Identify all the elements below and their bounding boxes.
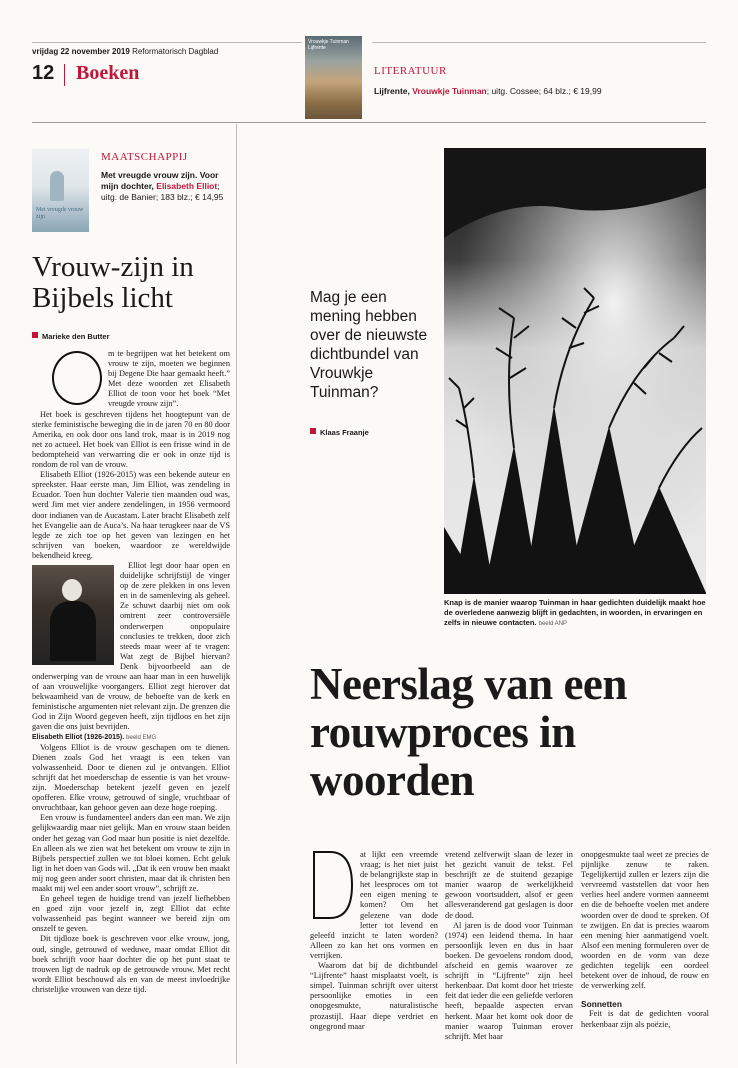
book-cover-met-vreugde: Met vreugde vrouw zijn: [32, 149, 89, 232]
conifer-silhouette-photo: [444, 148, 706, 594]
paragraph: Dit tijdloze boek is geschreven voor elke vrouw, jong, oud, single, getrouwd of weduwe, maar omdat Elliot dit boek schrijft voor haar dochter die op het punt staat te trouwen ligt de nadruk op de getrouwde vrouw. Met recht wordt Elliot beschouwd als en van de meest invloedrijke christelijke vrouwen van deze tijd.: [32, 934, 230, 994]
book-details-left: Met vreugde vrouw zijn. Voor mijn dochter, Elisabeth Elliot; uitg. de Banier; 183 blz.; € 14,95: [101, 170, 224, 202]
header-rule: [32, 122, 706, 123]
book-category-left: MAATSCHAPPIJ: [101, 151, 188, 163]
plant-silhouette: [444, 148, 706, 594]
page-number: 12: [32, 62, 55, 84]
paragraph: at lijkt een vreemde vraag; is het niet juist de belangrijkste stap in het leesproces om tot een eigen mening te komen? Om het gelezene van dode letter tot levend en geleefd inzicht te laten worden? Alleen zo kan het ons vormen en verrijken.: [310, 850, 438, 960]
issue-date: vrijdag 22 november 2019 Reformatorisch Dagblad: [32, 47, 219, 56]
left-article-headline: Vrouw-zijn in Bijbels licht: [32, 251, 194, 314]
main-article-byline: Klaas Fraanje: [310, 428, 369, 437]
dropcap-o: [52, 351, 102, 405]
section-title: Boeken: [76, 62, 140, 84]
paragraph: Feit is dat de gedichten vooral herkenbaar zijn als poëzie,: [581, 1009, 709, 1029]
book-details: Lijfrente, Vrouwkje Tuinman; uitg. Cossee; 64 blz.; € 19,99: [374, 86, 602, 96]
paragraph: Elisabeth Elliot (1926-2015) was een bekende auteur en spreekster. Haar eerste man, Jim Elliot, was zendeling in Ecuador. Toen hun dochter Valerie tien maanden oud was, werd Jim met vier andere zendelingen, in 1956 vermoord door indianen van de Aucastam. Later bracht Elisabeth zelf het Evangelie aan de Auca’s. Na haar terugkeer naar de VS legde ze zich toe op het geven van lezingen en het schrijven van boeken, waardoor ze wereldwijde bekendheid kreeg.: [32, 470, 230, 560]
paragraph: En geheel tegen de huidige trend van jezelf liefhebben en goed zijn voor jezelf in, zegt Elliot dat echte volwassenheid pas begint wanneer we bereid zijn om onszelf te geven.: [32, 894, 230, 934]
main-article-column-1: [310, 850, 438, 1065]
book-cover-lijfrente: Vrouwkje Tuinman Lijfrente: [305, 36, 362, 119]
main-article-headline: Neerslag van een rouwproces in woorden: [310, 659, 627, 805]
main-article-lead: Mag je een mening hebben over de nieuwste dichtbundel van Vrouwkje Tuinman?: [310, 289, 428, 401]
elisabeth-elliot-photo: [32, 565, 114, 665]
header-divider: [64, 64, 65, 86]
paragraph: Elliot legt door haar open en duidelijke schrijfstijl de vinger op de zere plekken in ons leven en in de samenleving als geheel. Ze schuwt daarbij niet om ook omtrent zeer controversiële onderwerpen onpopulaire conclusies te trekken, door zich steeds maar weer af te vragen: Wat zegt de Bijbel hiervan? Denk bijvoorbeeld aan de onderwerping van de vrouw aan haar man in een huwelijk of aan vrouwelijke voorgangers. Elliot zegt hierover dat bekwaamheid van de vrouw, de behoefte van de kerk en feministische argumenten niet relevant zijn. De grenzen die God in Zijn Woord gegeven heeft, zijn tijdloos en het zijn gaven die ons juist bevrijden.: [32, 560, 230, 732]
paragraph: onopgesmukte taal weet ze precies de pijnlijke zenuw te raken. Tegelijkertijd zullen er lezers zijn die vervreemd vaststellen dat voor hen verlies heel andere vormen aanneemt en die de behoefte voelen met andere woorden over de dood te spreken. Of te zwijgen. En dat is precies waarom een mening hier aanmatigend voelt. Alsof een mening formuleren over de woorden en de vorm van deze gedichten tegelijk een oordeel betekent over de inhoud, de rouw en de verwerking zelf.: [581, 850, 709, 991]
paragraph: Volgens Elliot is de vrouw geschapen om te dienen. Dienen zoals God het vraagt is een teken van volwassenheid. Door te dienen zul je ontvangen. Elliot schrijft dat het moederschap de essentie is van het vrouw-zijn. Moederschap betekent jezelf geven en jezelf opofferen. Elke vrouw, getrouwd of single, vruchtbaar of onvruchtbaar, kan gehoor geven aan deze hoge roeping.: [32, 742, 230, 813]
main-article-column-3: [581, 850, 709, 1065]
top-rule: [32, 42, 302, 43]
main-article-column-2: [445, 850, 573, 1065]
paragraph: Waarom dat bij de dichtbundel “Lijfrente” haast misplaatst voelt, is simpel. Tuinman schrijft over uiterst persoonlijke emoties in een onopgesmukte, naturalistische prozastijl. Haar diepe verdriet en ongegrond maar: [310, 961, 438, 1031]
left-article-body: [32, 349, 230, 1064]
main-photo-caption: Knap is de manier waarop Tuinman in haar gedichten duidelijk maakt hoe de overledene aanwezig blijft in gedachten, in woorden, in ervaringen en zelfs in nieuwe contacten. beeld ANP: [444, 598, 706, 627]
paragraph: Al jaren is de dood voor Tuinman (1974) een leidend thema. In haar persoonlijk leven en dus in haar boeken. De gevoelens rondom dood, afscheid en gemis waarover ze schrijft in “Lijfrente” zijn heel herkenbaar. Dat komt door het trieste feit dat ieder die een geliefde verloren heeft, bepaalde aspecten ervan herkent. Maar het komt ook door de manier waarop Tuinman erover schrijft. Met haar: [445, 920, 573, 1041]
photo-caption-left: Elisabeth Elliot (1926-2015). beeld EMG: [32, 733, 157, 741]
paragraph: Een vrouw is fundamenteel anders dan een man. We zijn gelijkwaardig maar niet gelijk. Man en vrouw staan beiden onder het gezag van God maar hun positie is niet dezelfde. En alleen als we zien wat het betekent om vrouw te zijn in Bijbels perspectief zullen we tot bloei komen. Echt geluk ligt in het doen van Gods wil. „Dat ik een vrouw ben maakt mij nog geen ander soort christen, maar dat ik christen ben maakt mij wel een ander soort vrouw”, schrijft ze.: [32, 813, 230, 893]
paragraph: Het boek is geschreven tijdens het hoogtepunt van de sterke feministische beweging die in de jaren 70 en 80 door Amerika, en ook door ons land trok, maar is in 2019 nog net zo actueel. Het boek van Elliot is een frisse wind in de bedompteheid van verwarring die er ook in onze tijd is rondom de rol van de vrouw.: [32, 409, 230, 470]
left-article-byline: Marieke den Butter: [32, 332, 110, 341]
column-separator: [236, 124, 237, 1064]
subheading: Sonnetten: [581, 999, 622, 1010]
paragraph: vretend zelfverwijt slaan de lezer in het gezicht vanuit de tekst. Fel beschrijft ze de stuitend gezapige manier waarop de werkelijkheid gewoon voortsuddert, alsof er geen allesveranderend gat geslagen is door de dood.: [445, 850, 573, 920]
top-rule-right: [372, 42, 706, 43]
paragraph: m te begrijpen wat het betekent om vrouw te zijn, moeten we beginnen bij Degene Die haar gemaakt heeft.” Met deze woorden zet Elisabeth Elliot de toon voor het boek “Met vreugde vrouw zijn”.: [108, 349, 230, 409]
dropcap-d: [310, 850, 354, 920]
book-category: LITERATUUR: [374, 65, 447, 77]
